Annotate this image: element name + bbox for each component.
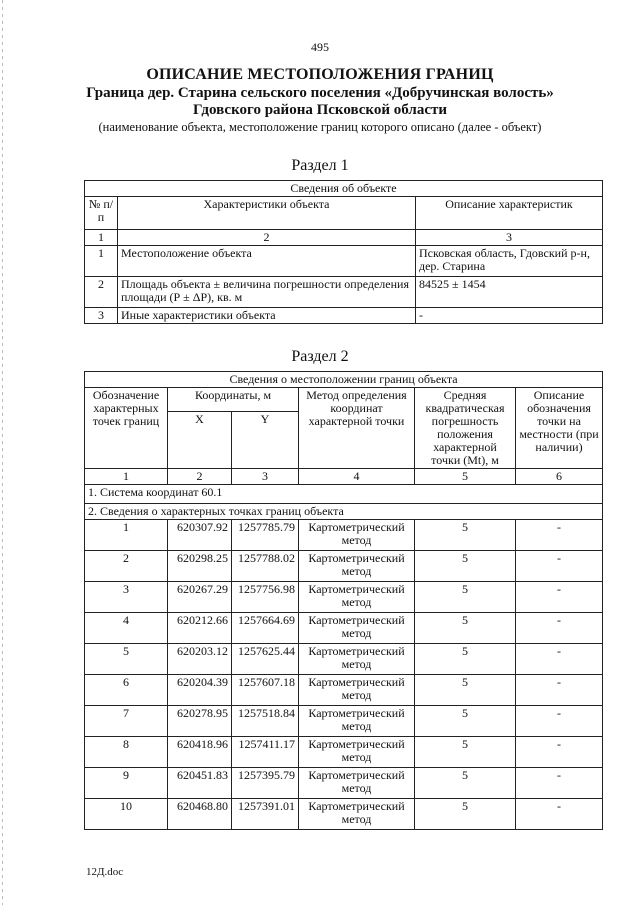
point-description: - <box>516 675 603 706</box>
coord-y: 1257625.44 <box>232 644 299 675</box>
coord-x: 620278.95 <box>168 706 232 737</box>
column-number-row <box>85 230 603 246</box>
column-number: 5 <box>415 469 516 485</box>
mean-error: 5 <box>415 675 516 706</box>
coord-y: 1257518.84 <box>232 706 299 737</box>
table-title: Сведения о местоположении границ объекта <box>85 372 603 388</box>
coord-x: 620298.25 <box>168 551 232 582</box>
point-number: 8 <box>85 737 168 768</box>
method: Картометрический метод <box>299 737 415 768</box>
column-number: 4 <box>299 469 415 485</box>
table-title-row <box>85 372 603 388</box>
table-row <box>85 613 603 644</box>
point-number: 1 <box>85 520 168 551</box>
system-row <box>85 485 603 504</box>
page-number: 495 <box>311 40 329 54</box>
method: Картометрический метод <box>299 551 415 582</box>
table-row <box>85 277 603 308</box>
point-description: - <box>516 799 603 830</box>
mean-error: 5 <box>415 768 516 799</box>
coord-y: 1257756.98 <box>232 582 299 613</box>
column-number: 1 <box>85 230 118 246</box>
table-row <box>85 706 603 737</box>
table-row <box>85 675 603 706</box>
boundary-points-table <box>84 371 603 830</box>
point-number: 10 <box>85 799 168 830</box>
column-number: 1 <box>85 469 168 485</box>
point-rows <box>85 520 603 830</box>
header-point: Обозначение характерных точек границ <box>85 388 168 469</box>
coordinate-system: 1. Система координат 60.1 <box>85 485 603 504</box>
mean-error: 5 <box>415 644 516 675</box>
table-row <box>85 768 603 799</box>
point-description: - <box>516 737 603 768</box>
table-row <box>85 582 603 613</box>
table-title: Сведения об объекте <box>85 181 603 197</box>
point-number: 3 <box>85 582 168 613</box>
header-x: X <box>168 412 232 469</box>
mean-error: 5 <box>415 520 516 551</box>
point-number: 7 <box>85 706 168 737</box>
method: Картометрический метод <box>299 675 415 706</box>
point-description: - <box>516 551 603 582</box>
coord-x: 620212.66 <box>168 613 232 644</box>
coord-y: 1257788.02 <box>232 551 299 582</box>
row-characteristic: Иные характеристики объекта <box>118 308 416 324</box>
coord-y: 1257785.79 <box>232 520 299 551</box>
point-description: - <box>516 613 603 644</box>
method: Картометрический метод <box>299 768 415 799</box>
header-row <box>85 197 603 230</box>
table-row <box>85 737 603 768</box>
document-title: ОПИСАНИЕ МЕСТОПОЛОЖЕНИЯ ГРАНИЦ <box>146 66 494 83</box>
row-characteristic: Местоположение объекта <box>118 246 416 277</box>
points-title: 2. Сведения о характерных точках границ объекта <box>85 504 603 520</box>
coord-x: 620418.96 <box>168 737 232 768</box>
column-number: 2 <box>168 469 232 485</box>
table-row <box>85 308 603 324</box>
section1-heading: Раздел 1 <box>291 157 349 174</box>
column-number: 3 <box>416 230 603 246</box>
coord-x: 620203.12 <box>168 644 232 675</box>
mean-error: 5 <box>415 613 516 644</box>
mean-error: 5 <box>415 551 516 582</box>
coord-y: 1257395.79 <box>232 768 299 799</box>
point-number: 9 <box>85 768 168 799</box>
method: Картометрический метод <box>299 644 415 675</box>
header-no: № п/п <box>85 197 118 230</box>
method: Картометрический метод <box>299 799 415 830</box>
table-row <box>85 551 603 582</box>
coord-x: 620468.80 <box>168 799 232 830</box>
mean-error: 5 <box>415 799 516 830</box>
row-characteristic: Площадь объекта ± величина погрешности определения площади (Р ± ΔР), кв. м <box>118 277 416 308</box>
coord-x: 620204.39 <box>168 675 232 706</box>
table-row <box>85 644 603 675</box>
points-title-row <box>85 504 603 520</box>
point-number: 6 <box>85 675 168 706</box>
point-number: 4 <box>85 613 168 644</box>
column-number: 3 <box>232 469 299 485</box>
point-description: - <box>516 768 603 799</box>
document-subtitle-line2: Гдовского района Псковской области <box>193 102 447 118</box>
table-title-row <box>85 181 603 197</box>
method: Картометрический метод <box>299 582 415 613</box>
mean-error: 5 <box>415 706 516 737</box>
scan-edge-artifact <box>2 0 3 905</box>
table-row <box>85 799 603 830</box>
header-y: Y <box>232 412 299 469</box>
header-description: Описание характеристик <box>416 197 603 230</box>
point-description: - <box>516 644 603 675</box>
table-row <box>85 520 603 551</box>
row-no: 2 <box>85 277 118 308</box>
point-description: - <box>516 582 603 613</box>
point-description: - <box>516 520 603 551</box>
footer-filename: 12Д.doc <box>86 866 124 878</box>
mean-error: 5 <box>415 737 516 768</box>
column-number: 6 <box>516 469 603 485</box>
mean-error: 5 <box>415 582 516 613</box>
column-number-row <box>85 469 603 485</box>
coord-y: 1257411.17 <box>232 737 299 768</box>
row-no: 3 <box>85 308 118 324</box>
coord-y: 1257391.01 <box>232 799 299 830</box>
section2-heading: Раздел 2 <box>291 348 349 365</box>
header-coordinates: Координаты, м <box>168 388 299 412</box>
point-number: 2 <box>85 551 168 582</box>
coord-x: 620307.92 <box>168 520 232 551</box>
coord-x: 620267.29 <box>168 582 232 613</box>
method: Картометрический метод <box>299 706 415 737</box>
coord-y: 1257664.69 <box>232 613 299 644</box>
header-row <box>85 388 603 412</box>
header-characteristic: Характеристики объекта <box>118 197 416 230</box>
table-row <box>85 246 603 277</box>
row-description: Псковская область, Гдовский р-н, дер. Старина <box>416 246 603 277</box>
method: Картометрический метод <box>299 613 415 644</box>
point-description: - <box>516 706 603 737</box>
point-number: 5 <box>85 644 168 675</box>
coord-y: 1257607.18 <box>232 675 299 706</box>
header-point-description: Описание обозначения точки на местности (при наличии) <box>516 388 603 469</box>
document-subtitle-line1: Граница дер. Старина сельского поселения «Добручинская волость» <box>86 85 554 101</box>
header-method: Метод определения координат характерной точки <box>299 388 415 469</box>
method: Картометрический метод <box>299 520 415 551</box>
row-description: 84525 ± 1454 <box>416 277 603 308</box>
header-error: Средняя квадратическая погрешность положения характерной точки (Mt), м <box>415 388 516 469</box>
object-note: (наименование объекта, местоположение границ которого описано (далее - объект) <box>98 120 542 134</box>
coord-x: 620451.83 <box>168 768 232 799</box>
object-info-table <box>84 180 603 324</box>
column-number: 2 <box>118 230 416 246</box>
row-no: 1 <box>85 246 118 277</box>
row-description: - <box>416 308 603 324</box>
